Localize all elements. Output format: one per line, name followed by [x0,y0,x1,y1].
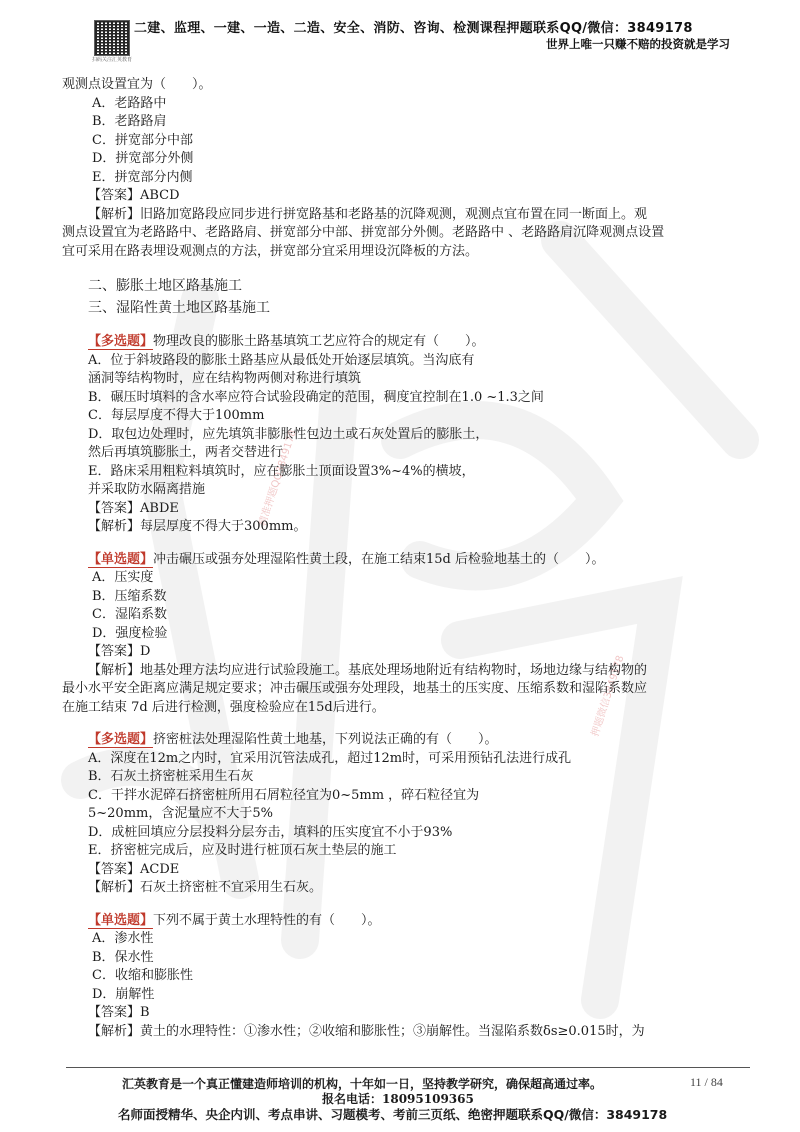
question-stem: 【多选题】物理改良的膨胀土路基填筑工艺应符合的规定有（ ）。 [88,334,485,349]
option: C．收缩和膨胀性 [92,968,193,983]
option: 然后再填筑膨胀土，两者交替进行 [88,445,284,460]
section-heading: 三、湿陷性黄土地区路基施工 [88,300,270,316]
analysis: 【解析】石灰土挤密桩不宜采用生石灰。 [88,880,323,895]
option: A．压实度 [92,570,154,585]
analysis: 【解析】旧路加宽路段应同步进行拼宽路基和老路基的沉降观测，观测点宜布置在同一断面上。观 [88,206,648,222]
option: C．干拌水泥碎石挤密桩所用石屑粒径宜为0~5mm ，碎石粒径宜为 [88,787,480,803]
footer-phone: 报名电话：18095109365 [322,1092,474,1106]
header-slogan: 世界上唯一只赚不赔的投资就是学习 [546,37,730,51]
option: A．老路路中 [92,95,167,111]
option: 涵洞等结构物时，应在结构物两侧对称进行填筑 [88,371,362,386]
option: C．湿陷系数 [92,607,167,622]
option: A．深度在12m之内时，宜采用沉管法成孔，超过12m时，可采用预钻孔法进行成孔 [88,750,572,766]
analysis: 【解析】每层厚度不得大于300mm。 [88,519,307,534]
option: B．压缩系数 [92,588,167,604]
question-type-tag: 【多选题】 [88,334,154,349]
question-stem: 【多选题】挤密桩法处理湿陷性黄土地基，下列说法正确的有（ ）。 [88,732,498,747]
question-stem: 【单选题】冲击碾压或强夯处理湿陷性黄土段，在施工结束15d 后检验地基土的（ ）。 [88,551,605,567]
header-title: 二建、监理、一建、一造、二造、安全、消防、咨询、检测课程押题联系QQ/微信：3849178 [134,21,693,36]
footer-divider [66,1067,750,1068]
question-type-tag: 【多选题】 [88,732,154,747]
option: D．拼宽部分外侧 [92,151,194,166]
footer-statement: 汇英教育是一个真正懂建造师培训的机构，十年如一日，坚持教学研究，确保超高通过率。 [122,1077,603,1091]
answer: 【答案】ABDE [88,500,179,516]
analysis: 【解析】地基处理方法均应进行试验段施工。基底处理场地附近有结构物时，场地边缘与结构物的 [88,662,648,678]
answer: 【答案】ACDE [88,861,180,877]
answer: 【答案】D [88,644,151,659]
watermark-text: 押题微信3849178 [589,654,627,739]
footer-contact: 名师面授精华、央企内训、考点串讲、习题模考、考前三页纸、绝密押题联系QQ/微信：3849178 [118,1107,668,1122]
document-body [62,76,748,1041]
option: D．崩解性 [92,986,155,1002]
qr-code-icon [94,20,130,56]
option: 并采取防水隔离措施 [88,482,206,497]
option: D．取包边处理时，应先填筑非膨胀性包边土或石灰处置后的膨胀土， [88,426,489,442]
page-number: 11 / 84 [690,1075,723,1089]
option: D．成桩回填应分层投料分层夯击，填料的压实度宜不小于93% [88,824,453,840]
option: C．每层厚度不得大于100mm [88,408,265,423]
question-type-tag: 【单选题】 [88,912,154,928]
qr-caption: 扫码关注汇英教育 [92,57,133,63]
option: E．路床采用粗粒料填筑时，应在膨胀土顶面设置3%~4%的横坡， [88,463,475,479]
option: A．位于斜坡路段的膨胀土路基应从最低处开始逐层填筑。当沟底有 [88,352,475,368]
option: C．拼宽部分中部 [92,132,193,148]
answer: 【答案】ABCD [88,188,180,203]
option: A．渗水性 [92,931,154,946]
option: B．石灰土挤密桩采用生石灰 [88,769,254,784]
option: B．老路路肩 [92,114,167,129]
question-type-tag: 【单选题】 [88,551,154,567]
analysis: 【解析】黄土的水理特性：①渗水性；②收缩和膨胀性；③崩解性。当湿陷系数δs≥0.015时，为 [88,1023,645,1039]
option: 5~20mm，含泥量应不大于5% [88,806,273,821]
option: E．挤密桩完成后，应及时进行桩顶石灰土垫层的施工 [88,843,397,858]
answer: 【答案】B [88,1005,150,1020]
analysis: 在施工结束 7d 后进行检测，强度检验应在15d后进行。 [62,699,385,715]
analysis: 测点设置宜为老路路中、老路路肩、拼宽部分中部、拼宽部分外侧。老路路中 、老路路肩沉降观测点设置 [62,225,665,240]
question-stem: 【单选题】下列不属于黄土水理特性的有（ ）。 [88,912,381,928]
option: B．碾压时填料的含水率应符合试验段确定的范围，稠度宜控制在1.0 ~1.3之间 [88,389,544,405]
option: B．保水性 [92,949,154,965]
section-heading: 二、膨胀土地区路基施工 [88,278,242,294]
analysis: 宜可采用在路表埋设观测点的方法，拼宽部分宜采用埋设沉降板的方法。 [62,243,479,259]
analysis: 最小水平安全距离应满足规定要求；冲击碾压或强夯处理段，地基土的压实度、压缩系数和湿陷系数应 [62,681,648,696]
watermark-text: 精准押题QQ3849178 [257,428,299,528]
option: E．拼宽部分内侧 [92,169,193,185]
page-header [0,0,800,70]
option: D．强度检验 [92,625,168,641]
question-stem: 观测点设置宜为（ ）。 [62,77,212,92]
